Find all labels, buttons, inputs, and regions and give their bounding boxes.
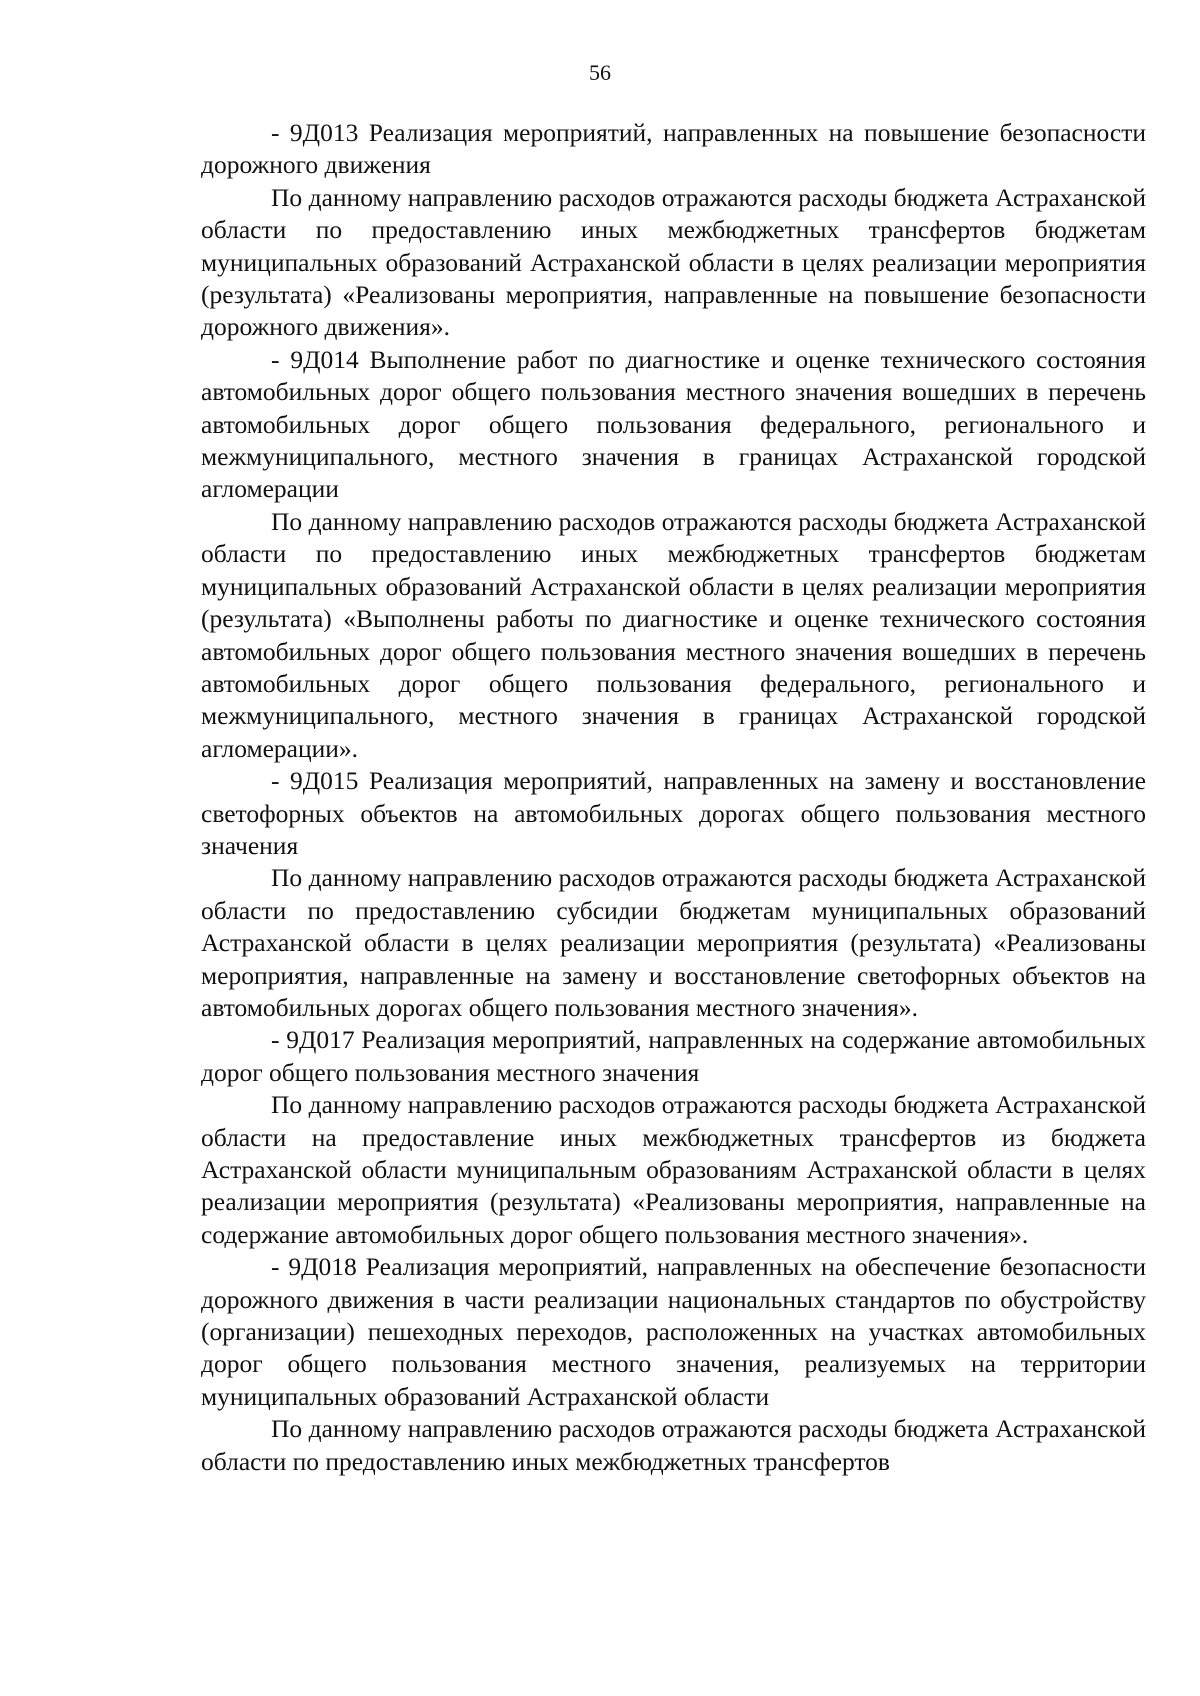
- paragraph-9d014-heading: - 9Д014 Выполнение работ по диагностике и оценке технического состояния автомобильных дорог общего пользования местного значения вошедших в перечень автомобильных дорог общего пользования федерального, регионального и межмуниципального, местного значения в границах Астраханской городской агломерации: [201, 344, 1146, 504]
- document-body: [201, 117, 1146, 1478]
- paragraph-9d018-description: По данному направлению расходов отражаются расходы бюджета Астраханской области по предоставлению иных межбюджетных трансфертов: [201, 1414, 1146, 1476]
- paragraph-9d013-description: По данному направлению расходов отражаются расходы бюджета Астраханской области по предоставлению иных межбюджетных трансфертов бюджетам муниципальных образований Астраханской области в целях реализации мероприятия (результата) «Реализованы мероприятия, направленные на повышение безопасности дорожного движения».: [201, 182, 1146, 342]
- paragraph-9d017-description: По данному направлению расходов отражаются расходы бюджета Астраханской области на предоставление иных межбюджетных трансфертов из бюджета Астраханской области муниципальным образованиям Астраханской области в целях реализации мероприятия (результата) «Реализованы мероприятия, направленные на содержание автомобильных дорог общего пользования местного значения».: [201, 1090, 1146, 1249]
- paragraph-9d013-heading: - 9Д013 Реализация мероприятий, направленных на повышение безопасности дорожного движения: [201, 118, 1146, 180]
- paragraph-9d018-heading: - 9Д018 Реализация мероприятий, направленных на обеспечение безопасности дорожного движения в части реализации национальных стандартов по обустройству (организации) пешеходных переходов, расположенных на участках автомобильных дорог общего пользования местного значения, реализуемых на территории муниципальных образований Астраханской области: [201, 1252, 1146, 1411]
- paragraph-9d015-heading: - 9Д015 Реализация мероприятий, направленных на замену и восстановление светофорных объектов на автомобильных дорогах общего пользования местного значения: [201, 766, 1146, 860]
- paragraph-9d015-description: По данному направлению расходов отражаются расходы бюджета Астраханской области по предоставлению субсидии бюджетам муниципальных образований Астраханской области в целях реализации мероприятия (результата) «Реализованы мероприятия, направленные на замену и восстановление светофорных объектов на автомобильных дорогах общего пользования местного значения».: [201, 863, 1146, 1022]
- paragraph-9d017-heading: - 9Д017 Реализация мероприятий, направленных на содержание автомобильных дорог общего пользования местного значения: [201, 1025, 1146, 1087]
- page-number: 56: [589, 60, 611, 85]
- paragraph-9d014-description: По данному направлению расходов отражаются расходы бюджета Астраханской области по предоставлению иных межбюджетных трансфертов бюджетам муниципальных образований Астраханской области в целях реализации мероприятия (результата) «Выполнены работы по диагностике и оценке технического состояния автомобильных дорог общего пользования местного значения вошедших в перечень автомобильных дорог общего пользования федерального, регионального и межмуниципального, местного значения в границах Астраханской городской агломерации».: [201, 506, 1146, 763]
